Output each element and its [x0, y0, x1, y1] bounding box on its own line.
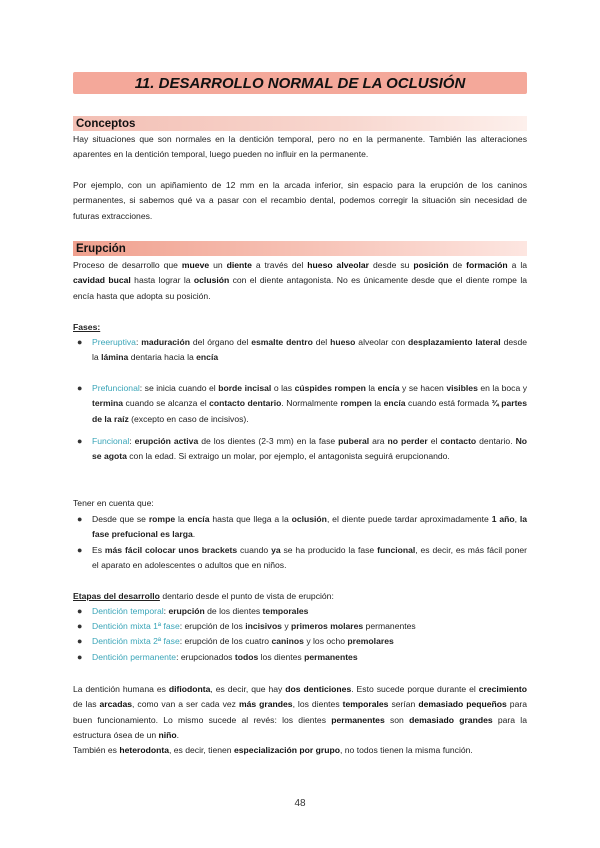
etapa-name: Dentición mixta 1ª fase [92, 621, 180, 631]
tener-bold-text: más fácil colocar unos brackets [104, 545, 238, 555]
etapa-name: Dentición mixta 2ª fase [92, 636, 180, 646]
final2-text: También es [73, 745, 120, 755]
etapa-item: ● Dentición mixta 2ª fase: erupción de los cuatro caninos y los ocho premolares [77, 636, 394, 646]
fases-label [73, 320, 527, 335]
etapas-label [73, 589, 527, 604]
etapas-label-text: Etapas del desarrollo [73, 591, 160, 601]
fase-item: ● Funcional: erupción activa de los dientes (2-3 mm) en la fase puberal ara no perder el contacto dentario. No se agota con la edad. Si extraigo un molar, por ejemplo, el antagonista seguirá erupcionando. [77, 436, 528, 462]
fase-bold-text: desplazamiento lateral [408, 337, 501, 347]
tener-text: hasta que llega a la [209, 514, 292, 524]
final1-text: de las [73, 699, 100, 710]
fase-bold-text: cúspides [294, 383, 332, 393]
fase-text: o las [271, 383, 295, 393]
intro-bold-text: cavidad bucal [73, 275, 131, 286]
intro-bold-text: formación [466, 260, 508, 270]
fase-text: . Normalmente [281, 398, 341, 409]
intro-text: Proceso de desarrollo que [73, 260, 182, 270]
etapa-text: y los ocho [303, 636, 348, 646]
tener-label: Tener en cuenta que: [73, 498, 154, 508]
fase-text: dentaria hacia la [128, 352, 197, 363]
intro-text: hasta lograr la [130, 275, 194, 286]
fase-bold-text: encía [383, 398, 406, 409]
fases-label-text: Fases: [73, 322, 101, 332]
fase-name: Prefuncional [92, 383, 140, 393]
final1-text: , los dientes [292, 699, 343, 710]
fase-bold-text: contacto dentario [209, 398, 282, 409]
intro-text: a la [507, 260, 528, 270]
tener-bold-text: la fase prefucional es larga [92, 514, 528, 540]
tener-bold-text: rompe [148, 514, 176, 524]
etapa-bold-text: primeros molares [291, 621, 364, 631]
final1-bold-text: más grandes [238, 699, 293, 710]
fase-bold-text: encía [196, 352, 219, 363]
tener-text: cuando [237, 545, 272, 555]
intro-bold-text: diente [226, 260, 252, 270]
tener-text: Desde que se [92, 514, 149, 524]
etapa-bold-text: incisivos [245, 621, 282, 631]
tener-bold-text: oclusión [291, 514, 327, 524]
tener-text: , el diente puede tardar aproximadamente [326, 514, 492, 524]
intro-bold-text: oclusión [193, 275, 230, 286]
etapa-item: ● Dentición mixta 1ª fase: erupción de los incisivos y primeros molares permanentes [77, 621, 416, 631]
etapa-text: : erupción de los cuatro [179, 636, 272, 646]
fase-text: : [129, 436, 135, 446]
fase-text: cuando se alcanza el [123, 398, 210, 409]
conceptos-paragraph-2: Por ejemplo, con un apiñamiento de 12 mm en la arcada inferior, sin espacio para la erupción de los caninos permanentes, si sabemos qué va a pasar con el recambio dental, podemos corregir la situación sin necesidad de futuras extracciones. [73, 180, 527, 221]
final1-text: . Esto sucede porque durante el [351, 684, 479, 694]
fase-text: con la edad. Si extraigo un molar, por ejemplo, el antagonista seguirá erupcionando. [126, 451, 450, 462]
tener-text: . [192, 529, 196, 540]
final1-text: , es decir, que hay [210, 684, 286, 694]
final-paragraph-2 [73, 743, 527, 758]
fase-text: del [312, 337, 331, 347]
etapa-bold-text: permanentes [304, 652, 358, 662]
fase-text: de los dientes (2-3 mm) en la fase [198, 436, 339, 446]
final1-bold-text: temporales [342, 699, 389, 710]
final1-bold-text: niño [158, 729, 177, 740]
final1-bold-text: permanentes [331, 714, 385, 725]
final1-text: para la estructura ósea de un [73, 714, 527, 740]
section-heading-conceptos: Conceptos [73, 116, 527, 131]
fase-bold-text: rompen [334, 383, 366, 393]
fase-text: del órgano del [189, 337, 252, 347]
fase-text: la [371, 398, 384, 409]
etapa-bold-text: todos [234, 652, 259, 662]
fase-bold-text: termina [92, 398, 124, 409]
etapa-text: : [163, 606, 169, 616]
fase-text: y se hacen [399, 383, 447, 393]
intro-text: de [448, 260, 467, 270]
final-paragraph-1 [73, 682, 527, 743]
etapa-item: ● Dentición temporal: erupción de los dientes temporales [77, 606, 309, 616]
page-number: 48 [294, 798, 306, 809]
etapa-bold-text: caninos [271, 636, 304, 646]
intro-text: desde su [369, 260, 414, 270]
intro-text: con el diente antagonista. No es únicamente desde que el diente rompe la encía hasta que adopta su posición. [73, 275, 528, 301]
tener-item: ● Desde que se rompe la encía hasta que llega a la oclusión, el diente puede tardar aproximadamente 1 año, la fase prefucional es larga. [77, 514, 528, 540]
fase-text: cuando está formada [405, 398, 492, 409]
tener-bold-text: funcional [377, 545, 416, 555]
fase-text: desde la [92, 337, 528, 363]
final1-bold-text: dos denticiones [285, 684, 352, 694]
fase-text: : [135, 337, 142, 347]
fase-bold-text: visibles [446, 383, 478, 393]
fase-bold-text: hueso [330, 337, 356, 347]
intro-text: un [209, 260, 227, 270]
final2-text: , no todos tienen la misma función. [340, 745, 473, 755]
final2-text: , es decir, tienen [169, 745, 234, 755]
etapa-bold-text: premolares [347, 636, 394, 646]
final1-bold-text: demasiado grandes [409, 714, 493, 725]
etapa-text: de los dientes [204, 606, 263, 616]
fase-item: ● Preeruptiva: maduración del órgano del esmalte dentro del hueso alveolar con desplazamiento lateral desde la lámina dentaria hacia la encía [77, 337, 528, 363]
fase-bold-text: lámina [101, 352, 129, 363]
final1-text: , como van a ser cada vez [132, 699, 239, 710]
tener-bold-text: 1 año [491, 514, 515, 524]
fase-text: ara [369, 436, 388, 446]
fase-bold-text: puberal [338, 436, 370, 446]
fase-name: Funcional [92, 436, 130, 446]
fase-text: : se inicia cuando el [139, 383, 219, 393]
tener-text: la [175, 514, 188, 524]
erupcion-intro [73, 258, 527, 304]
tener-text: se ha producido la fase [280, 545, 378, 555]
fase-bold-text: esmalte [251, 337, 284, 347]
fase-bold-text: No se agota [92, 436, 528, 462]
fase-bold-text: borde incisal [218, 383, 272, 393]
etapa-bold-text: erupción [168, 606, 205, 616]
intro-bold-text: hueso alveolar [307, 260, 370, 270]
final1-text: . [176, 729, 180, 740]
fase-bold-text: dentro [286, 337, 313, 347]
fase-bold-text: contacto [440, 436, 477, 446]
etapa-item: ● Dentición permanente: erupcionados todos los dientes permanentes [77, 652, 358, 662]
fase-bold-text: ¾ partes de la raíz [92, 398, 527, 424]
intro-bold-text: posición [413, 260, 449, 270]
etapa-bold-text: temporales [262, 606, 309, 616]
etapa-text: : erupción de los [179, 621, 246, 631]
fase-bold-text: erupción activa [134, 436, 199, 446]
fase-bold-text: rompen [340, 398, 372, 409]
final1-text: son [384, 714, 410, 725]
etapa-text: permanentes [363, 621, 416, 631]
fase-text: la [365, 383, 378, 393]
fase-bold-text: no perder [387, 436, 428, 446]
fase-bold-text: encía [377, 383, 400, 393]
etapa-text: : erupcionados [176, 652, 235, 662]
chapter-title: 11. DESARROLLO NORMAL DE LA OCLUSIÓN [73, 72, 527, 94]
etapa-text: y [281, 621, 292, 631]
section-heading-erupcion: Erupción [73, 241, 527, 256]
final1-text: para buen funcionamiento. Lo mismo sucede al revés: los dientes [73, 699, 527, 725]
tener-text: , es decir, es más fácil poner el aparato en adolescentes o adultos que en niños. [92, 545, 527, 571]
final1-text: serían [388, 699, 419, 710]
fase-text: (excepto en caso de incisivos). [128, 413, 249, 424]
fase-text: dentario. [476, 436, 516, 446]
etapa-text: los dientes [258, 652, 305, 662]
tener-bold-text: encía [187, 514, 210, 524]
etapa-name: Dentición temporal [92, 606, 164, 616]
final1-text: La dentición humana es [73, 684, 169, 694]
fase-text: en la boca y [477, 383, 528, 393]
final1-bold-text: demasiado pequeños [418, 699, 507, 710]
tener-text: , [514, 514, 520, 524]
etapas-label-rest: dentario desde el punto de vista de erupción: [159, 591, 334, 601]
fase-name: Preeruptiva [92, 337, 136, 347]
tener-bold-text: ya [271, 545, 281, 555]
final2-bold-text: heterodonta [119, 745, 169, 755]
fase-text: alveolar con [355, 337, 409, 347]
intro-text: a través del [251, 260, 308, 270]
final1-bold-text: difiodonta [168, 684, 211, 694]
fase-bold-text: maduración [141, 337, 190, 347]
final1-bold-text: arcadas [99, 699, 133, 710]
fase-text: el [427, 436, 441, 446]
tener-text: Es [92, 545, 105, 555]
tener-item: ● Es más fácil colocar unos brackets cuando ya se ha producido la fase funcional, es decir, es más fácil poner el aparato en adolescentes o adultos que en niños. [77, 545, 527, 571]
final1-bold-text: crecimiento [478, 684, 527, 694]
conceptos-paragraph-1: Hay situaciones que son normales en la dentición temporal, pero no en la permanente. También las alteraciones aparentes en la dentición temporal, luego pueden no influir en la permanente. [73, 134, 527, 160]
final2-bold-text: especialización por grupo [233, 745, 340, 755]
intro-bold-text: mueve [181, 260, 210, 270]
fase-item: ● Prefuncional: se inicia cuando el borde incisal o las cúspides rompen la encía y se hacen visibles en la boca y termina cuando se alcanza el contacto dentario. Normalmente rompen la encía cuando está formada ¾ partes de la raíz (excepto en caso de incisivos). [77, 383, 528, 424]
etapa-name: Dentición permanente [92, 652, 177, 662]
